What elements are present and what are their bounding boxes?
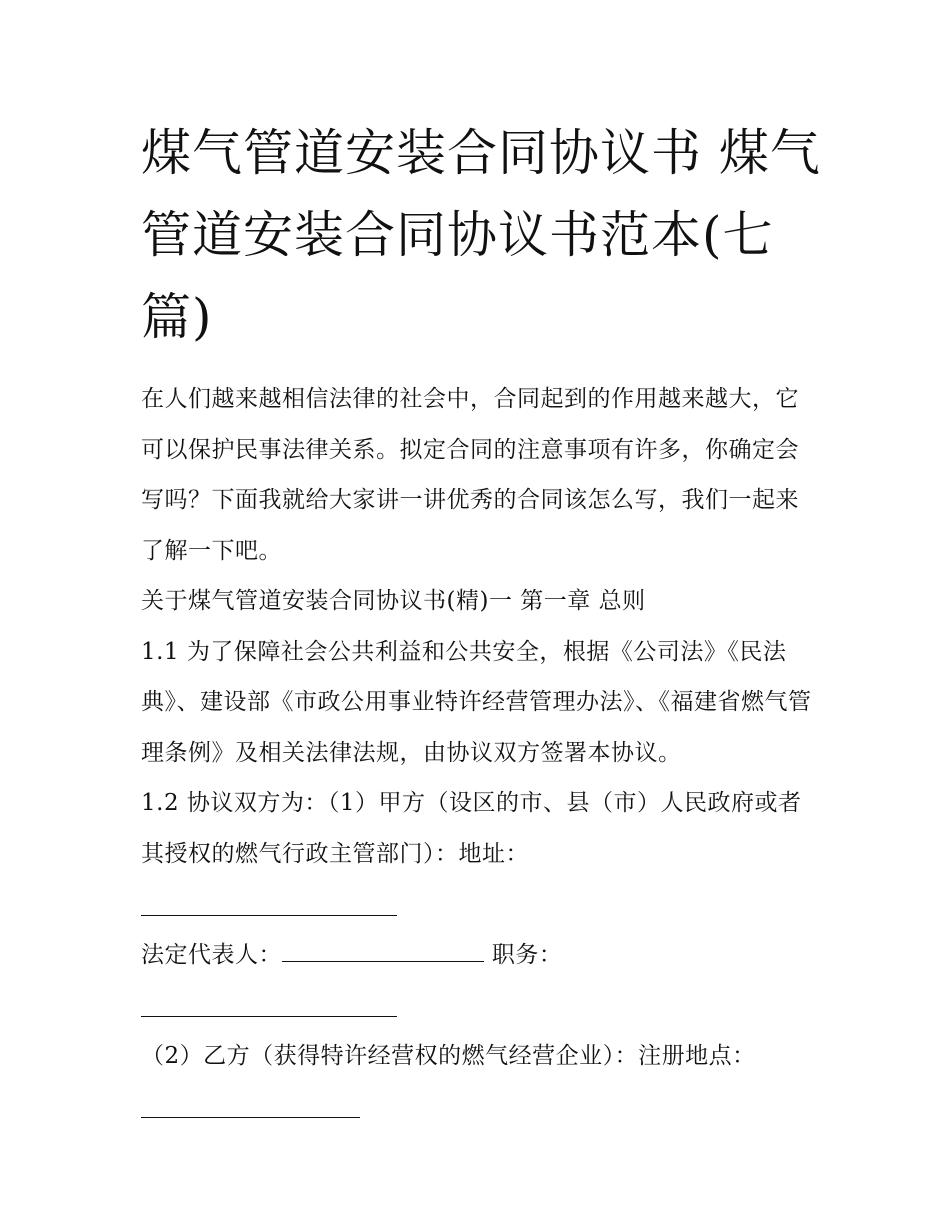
section-heading: 关于煤气管道安装合同协议书(精)一 第一章 总则: [141, 588, 646, 614]
clause-1-2: 1.2 协议双方为：（1）甲方（设区的市、县（市）人民政府或者其授权的燃气行政主管部门）：地址：: [141, 790, 802, 867]
legal-rep-label: 法定代表人：: [141, 941, 282, 968]
position-blank-line: [141, 1015, 397, 1017]
address-blank-line: [141, 914, 397, 916]
position-blank-row: [141, 980, 821, 1031]
registration-blank-line: [141, 1116, 360, 1118]
legal-rep-row: [141, 930, 821, 981]
document-page: [141, 112, 821, 1132]
position-label: 职务：: [491, 941, 563, 968]
clause-1-1: 1.1 为了保障社会公共利益和公共安全，根据《公司法》《民法典》、建设部《市政公用事业特许经营管理办法》、《福建省燃气管理条例》及相关法律法规，由协议双方签署本协议。: [141, 638, 812, 766]
document-title: 煤气管道安装合同协议书 煤气管道安装合同协议书范本(七篇): [141, 124, 821, 346]
address-blank-row: [141, 879, 821, 930]
registration-blank-row: [141, 1081, 821, 1132]
intro-paragraph: 在人们越来越相信法律的社会中，合同起到的作用越来越大，它可以保护民事法律关系。拟定合同的注意事项有许多，你确定会写吗？下面我就给大家讲一讲优秀的合同该怎么写，我们一起来了解一下吧。: [141, 386, 799, 564]
legal-rep-blank-line: [282, 960, 484, 962]
party-b-clause: （2）乙方（获得特许经营权的燃气经营企业）：注册地点：: [141, 1042, 756, 1069]
